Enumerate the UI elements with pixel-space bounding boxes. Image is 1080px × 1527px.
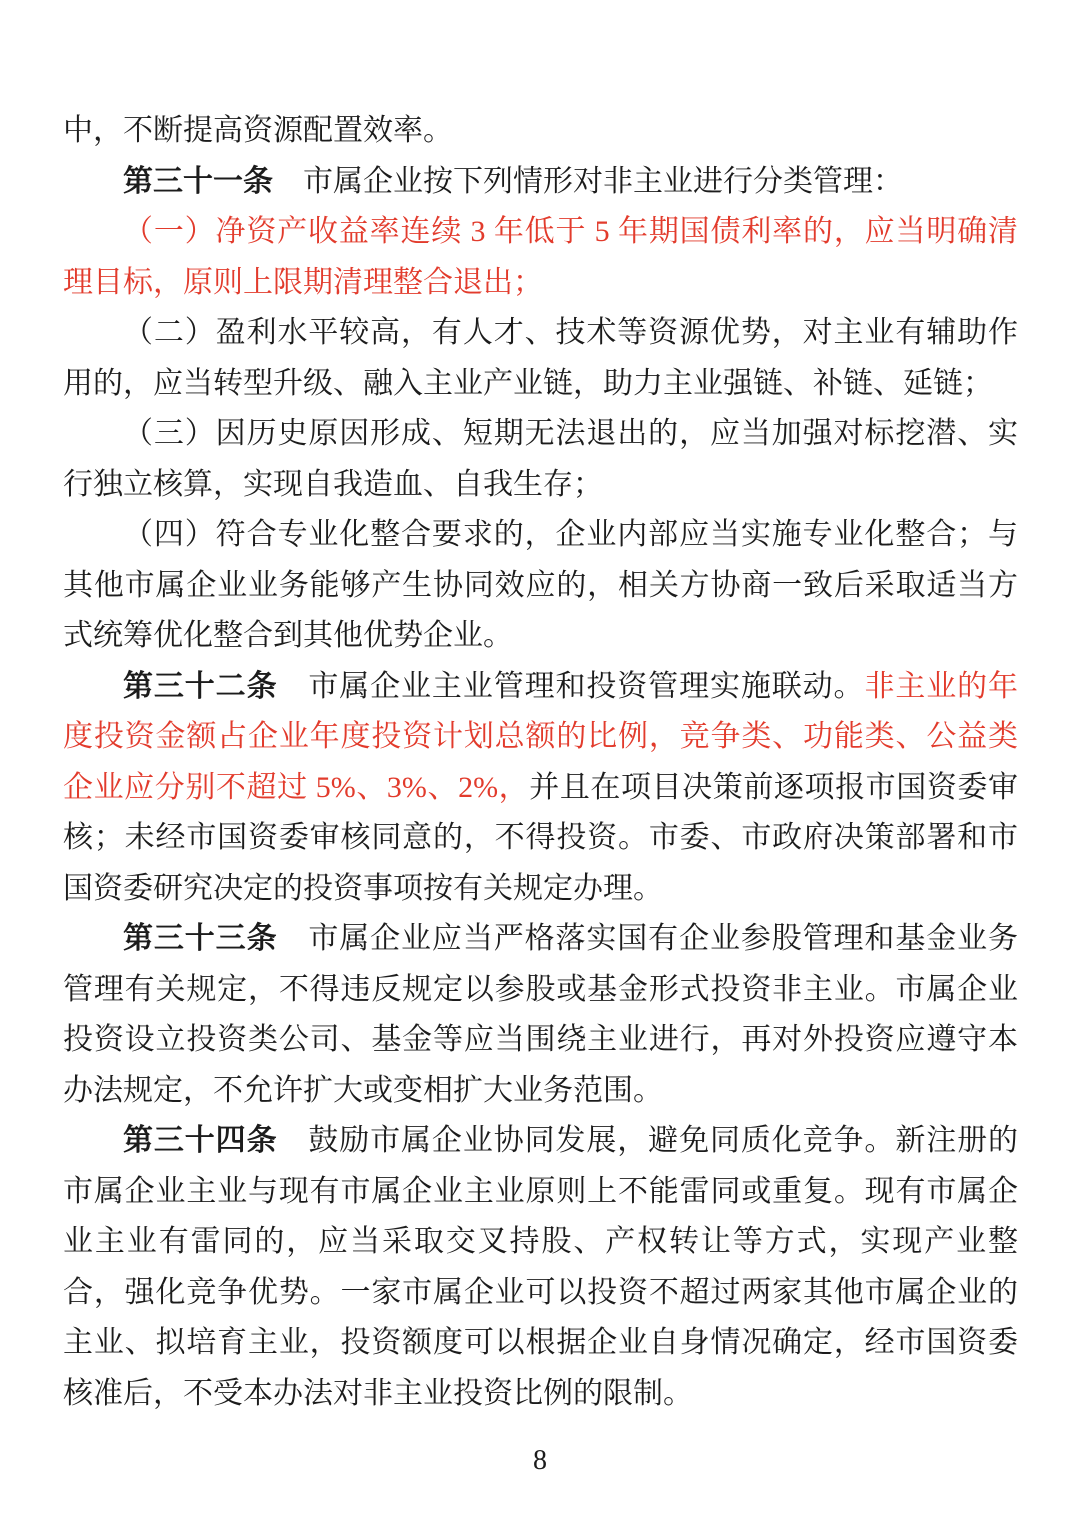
text-segment-normal: 鼓励市属企业协同发展，避免同质化竞争。新注册的市属企业主业与现有市属企业主业原则上不能雷同或重复。现有市属企业主业有雷同的，应当采取交叉持股、产权转让等方式，实现产业整合，强化竞争优势。一家市属企业可以投资不超过两家其他市属企业的主业、拟培育主业，投资额度可以根据企业自身情况确定，经市国资委核准后，不受本办法对非主业投资比例的限制。 <box>63 1124 1019 1410</box>
paragraph <box>63 1116 1018 1419</box>
text-segment-bold: 第三十一条 <box>123 164 273 198</box>
paragraph <box>63 308 1018 409</box>
text-segment-normal: 中，不断提高资源配置效率。 <box>63 114 453 147</box>
text-segment-normal: （四）符合专业化整合要求的，企业内部应当实施专业化整合；与其他市属企业业务能够产生协同效应的，相关方协商一致后采取适当方式统筹优化整合到其他优势企业。 <box>63 518 1018 652</box>
page-number: 8 <box>533 1445 547 1476</box>
text-segment-bold: 第三十二条 <box>123 669 278 703</box>
text-segment-normal: 并且在项目决策前逐项报市国资委审核；未经市国资委审核同意的，不得投资。市委、市政府决策部署和市国资委研究决定的投资事项按有关规定办理。 <box>63 770 1018 905</box>
paragraph <box>63 207 1018 308</box>
text-segment-normal: 市属企业主业管理和投资管理实施联动。 <box>277 669 865 703</box>
text-segment-normal: （二）盈利水平较高，有人才、技术等资源优势，对主业有辅助作用的，应当转型升级、融入主业产业链，助力主业强链、补链、延链； <box>63 316 1018 400</box>
paragraph <box>63 157 1018 208</box>
paragraph <box>63 914 1018 1116</box>
document-body <box>63 106 1018 1419</box>
paragraph <box>63 106 1018 157</box>
paragraph <box>63 510 1018 662</box>
paragraph <box>63 662 1018 915</box>
text-segment-red: （一）净资产收益率连续 3 年低于 5 年期国债利率的，应当明确清理目标，原则上限期清理整合退出； <box>63 215 1018 299</box>
text-segment-red: 非主业的年度投资金额占企业年度投资计划总额的比例，竞争类、功能类、公益类企业应分别不超过 5%、3%、2%， <box>63 669 1019 804</box>
text-segment-bold: 第三十三条 <box>123 922 278 955</box>
text-segment-normal: 市属企业按下列情形对非主业进行分类管理： <box>273 164 903 198</box>
paragraph <box>63 409 1018 510</box>
text-segment-bold: 第三十四条 <box>123 1124 278 1157</box>
text-segment-normal: 市属企业应当严格落实国有企业参股管理和基金业务管理有关规定，不得违反规定以参股或基金形式投资非主业。市属企业投资设立投资类公司、基金等应当围绕主业进行，再对外投资应遵守本办法规定，不允许扩大或变相扩大业务范围。 <box>63 922 1019 1107</box>
text-segment-normal: （三）因历史原因形成、短期无法退出的，应当加强对标挖潜、实行独立核算，实现自我造血、自我生存； <box>63 417 1018 501</box>
